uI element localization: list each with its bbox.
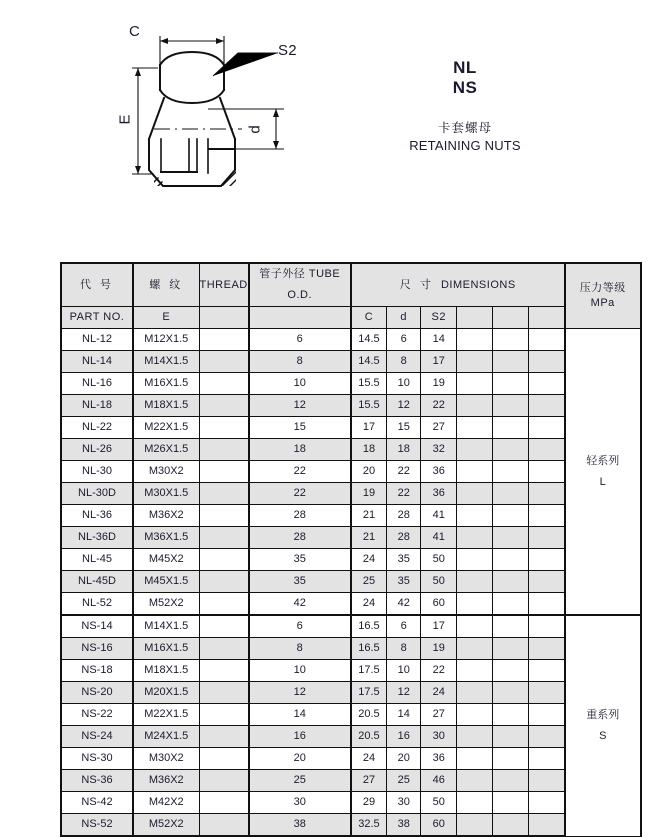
cell-thread-blank: [199, 748, 249, 770]
cell-series-light: [565, 329, 641, 616]
table-row: [61, 373, 641, 395]
header-dimensions-en: DIMENSIONS: [440, 278, 516, 291]
cell-part-no: NL-16: [61, 373, 133, 395]
product-name-cn: 卡套螺母: [437, 121, 492, 135]
cell-thread-blank: [199, 615, 249, 638]
cell-dim-blank-1: [457, 660, 493, 682]
cell-tube-od: 6: [249, 329, 351, 351]
cell-thread-blank: [199, 704, 249, 726]
cell-tube-od: 28: [249, 505, 351, 527]
cell-dim-c: 29: [351, 792, 387, 814]
cell-dim-s2: 22: [421, 395, 457, 417]
cell-dim-blank-1: [457, 527, 493, 549]
table-row: [61, 726, 641, 748]
cell-tube-od: 38: [249, 814, 351, 837]
cell-tube-od: 18: [249, 439, 351, 461]
cell-dim-d: 8: [387, 351, 421, 373]
header-dim-blank-2: [493, 307, 529, 329]
cell-dim-blank-3: [529, 615, 565, 638]
cell-dim-d: 10: [387, 373, 421, 395]
cell-dim-blank-3: [529, 483, 565, 505]
cell-dim-blank-2: [493, 329, 529, 351]
cell-dim-s2: 17: [421, 615, 457, 638]
table-row: [61, 395, 641, 417]
cell-tube-od: 10: [249, 373, 351, 395]
table-row: [61, 461, 641, 483]
cell-thread-blank: [199, 373, 249, 395]
cell-tube-od: 12: [249, 682, 351, 704]
header-thread-blank: [199, 307, 249, 329]
cell-part-no: NS-24: [61, 726, 133, 748]
cell-dim-blank-3: [529, 660, 565, 682]
cell-dim-d: 35: [387, 571, 421, 593]
cell-thread-blank: [199, 395, 249, 417]
cell-dim-c: 17.5: [351, 660, 387, 682]
header-dim-blank-1: [457, 307, 493, 329]
header-pressure-cn: 压力等级: [579, 282, 626, 294]
cell-thread-blank: [199, 439, 249, 461]
cell-dim-d: 35: [387, 549, 421, 571]
cell-thread-e: M45X1.5: [133, 571, 199, 593]
header-part-no-en: PART NO.: [61, 307, 133, 329]
cell-dim-s2: 50: [421, 571, 457, 593]
cell-dim-blank-1: [457, 571, 493, 593]
cell-dim-blank-1: [457, 792, 493, 814]
cell-part-no: NS-52: [61, 814, 133, 837]
cell-part-no: NS-36: [61, 770, 133, 792]
cell-dim-c: 14.5: [351, 329, 387, 351]
cell-dim-d: 12: [387, 682, 421, 704]
table-row: [61, 748, 641, 770]
cell-thread-e: M16X1.5: [133, 373, 199, 395]
table-row: [61, 549, 641, 571]
cell-dim-c: 16.5: [351, 638, 387, 660]
cell-dim-blank-3: [529, 505, 565, 527]
cell-tube-od: 42: [249, 593, 351, 616]
cell-dim-blank-3: [529, 571, 565, 593]
cell-dim-blank-1: [457, 549, 493, 571]
cell-dim-s2: 41: [421, 505, 457, 527]
cell-thread-e: M52X2: [133, 593, 199, 616]
cell-dim-s2: 41: [421, 527, 457, 549]
series-label-cn-light: 轻系列: [586, 454, 620, 467]
cell-part-no: NS-42: [61, 792, 133, 814]
cell-dim-d: 6: [387, 615, 421, 638]
cell-part-no: NS-20: [61, 682, 133, 704]
header-tube-od-en: TUBE O.D.: [287, 268, 341, 301]
cell-tube-od: 35: [249, 571, 351, 593]
cell-thread-e: M30X2: [133, 461, 199, 483]
cell-dim-s2: 36: [421, 748, 457, 770]
header-thread-e: E: [133, 307, 199, 329]
cell-dim-d: 38: [387, 814, 421, 837]
cell-dim-blank-3: [529, 373, 565, 395]
cell-thread-e: M14X1.5: [133, 351, 199, 373]
cell-dim-s2: 36: [421, 483, 457, 505]
cell-dim-blank-2: [493, 461, 529, 483]
header-thread-cn: 螺 纹: [133, 263, 199, 307]
cell-dim-s2: 19: [421, 373, 457, 395]
cell-dim-blank-2: [493, 439, 529, 461]
cell-dim-d: 28: [387, 505, 421, 527]
cell-dim-s2: 60: [421, 814, 457, 837]
cell-thread-e: M52X2: [133, 814, 199, 837]
cell-thread-blank: [199, 461, 249, 483]
cell-dim-blank-2: [493, 682, 529, 704]
cell-dim-c: 19: [351, 483, 387, 505]
cell-dim-blank-3: [529, 814, 565, 837]
cell-dim-blank-2: [493, 638, 529, 660]
header-thread-en: THREAD: [199, 263, 249, 307]
cell-dim-blank-2: [493, 792, 529, 814]
cell-thread-blank: [199, 593, 249, 616]
cell-dim-blank-3: [529, 748, 565, 770]
cell-dim-blank-2: [493, 571, 529, 593]
cell-thread-e: M14X1.5: [133, 615, 199, 638]
cell-dim-blank-2: [493, 549, 529, 571]
cell-dim-blank-2: [493, 505, 529, 527]
cell-dim-blank-2: [493, 615, 529, 638]
cell-dim-d: 28: [387, 527, 421, 549]
cell-dim-blank-2: [493, 704, 529, 726]
cell-dim-blank-1: [457, 682, 493, 704]
cell-dim-d: 22: [387, 483, 421, 505]
cell-thread-e: M45X2: [133, 549, 199, 571]
cell-dim-blank-2: [493, 726, 529, 748]
cell-thread-blank: [199, 792, 249, 814]
cell-dim-d: 16: [387, 726, 421, 748]
series-label-cn-heavy: 重系列: [586, 708, 620, 721]
header-dimensions: [351, 263, 565, 307]
cell-dim-blank-1: [457, 329, 493, 351]
cell-dim-c: 20: [351, 461, 387, 483]
cell-part-no: NL-45D: [61, 571, 133, 593]
cell-thread-blank: [199, 527, 249, 549]
cell-series-heavy: [565, 615, 641, 836]
cell-dim-c: 32.5: [351, 814, 387, 837]
cell-thread-blank: [199, 638, 249, 660]
cell-part-no: NL-22: [61, 417, 133, 439]
cell-dim-blank-3: [529, 792, 565, 814]
cell-dim-blank-3: [529, 704, 565, 726]
cell-dim-blank-1: [457, 483, 493, 505]
cell-thread-e: M18X1.5: [133, 395, 199, 417]
header-dim-c: C: [351, 307, 387, 329]
cell-thread-blank: [199, 682, 249, 704]
cell-part-no: NL-12: [61, 329, 133, 351]
cell-dim-blank-1: [457, 704, 493, 726]
cell-thread-e: M30X1.5: [133, 483, 199, 505]
cell-thread-e: M30X2: [133, 748, 199, 770]
header-dimensions-cn: 尺 寸: [399, 278, 434, 291]
cell-dim-c: 21: [351, 527, 387, 549]
specification-table: [60, 262, 642, 837]
cell-dim-s2: 24: [421, 682, 457, 704]
cell-thread-blank: [199, 549, 249, 571]
cell-dim-c: 24: [351, 549, 387, 571]
header-area: [0, 0, 668, 250]
cell-dim-c: 20.5: [351, 726, 387, 748]
cell-tube-od: 22: [249, 461, 351, 483]
cell-dim-blank-2: [493, 748, 529, 770]
cell-thread-e: M26X1.5: [133, 439, 199, 461]
cell-dim-blank-3: [529, 682, 565, 704]
header-pressure-rating: [565, 263, 641, 329]
cell-tube-od: 22: [249, 483, 351, 505]
cell-tube-od: 28: [249, 527, 351, 549]
table-row: [61, 660, 641, 682]
cell-dim-blank-2: [493, 527, 529, 549]
cell-thread-blank: [199, 770, 249, 792]
drawing-label-e: E: [116, 114, 134, 125]
series-label-code-heavy: S: [599, 729, 607, 742]
cell-dim-c: 21: [351, 505, 387, 527]
cell-thread-e: M24X1.5: [133, 726, 199, 748]
cell-thread-e: M18X1.5: [133, 660, 199, 682]
header-pressure-unit: MPa: [590, 297, 615, 309]
cell-thread-e: M22X1.5: [133, 417, 199, 439]
cell-dim-d: 15: [387, 417, 421, 439]
cell-dim-blank-1: [457, 593, 493, 616]
cell-dim-s2: 27: [421, 417, 457, 439]
table-row: [61, 483, 641, 505]
cell-dim-blank-3: [529, 549, 565, 571]
cell-dim-c: 16.5: [351, 615, 387, 638]
cell-dim-c: 25: [351, 571, 387, 593]
cell-dim-c: 15.5: [351, 373, 387, 395]
cell-dim-blank-1: [457, 439, 493, 461]
cell-part-no: NL-45: [61, 549, 133, 571]
cell-tube-od: 16: [249, 726, 351, 748]
cell-dim-s2: 30: [421, 726, 457, 748]
cell-dim-blank-3: [529, 770, 565, 792]
cell-part-no: NS-30: [61, 748, 133, 770]
table-row: [61, 329, 641, 351]
cell-dim-s2: 46: [421, 770, 457, 792]
cell-dim-blank-1: [457, 417, 493, 439]
cell-part-no: NS-16: [61, 638, 133, 660]
cell-dim-blank-3: [529, 351, 565, 373]
cell-thread-blank: [199, 660, 249, 682]
product-code-ns: NS: [452, 78, 478, 97]
table-row: [61, 770, 641, 792]
cell-dim-blank-2: [493, 395, 529, 417]
cell-dim-d: 10: [387, 660, 421, 682]
table-row: [61, 439, 641, 461]
cell-dim-c: 27: [351, 770, 387, 792]
table-row: [61, 571, 641, 593]
series-label-code-light: L: [599, 475, 606, 488]
cell-thread-e: M36X2: [133, 505, 199, 527]
cell-part-no: NL-26: [61, 439, 133, 461]
cell-dim-blank-2: [493, 483, 529, 505]
product-title-block: [380, 58, 550, 154]
cell-dim-s2: 32: [421, 439, 457, 461]
cell-dim-blank-3: [529, 417, 565, 439]
product-technical-drawing: [118, 18, 318, 188]
cell-dim-blank-3: [529, 726, 565, 748]
table-row: [61, 505, 641, 527]
cell-dim-s2: 22: [421, 660, 457, 682]
cell-dim-s2: 17: [421, 351, 457, 373]
cell-dim-d: 22: [387, 461, 421, 483]
cell-thread-e: M16X1.5: [133, 638, 199, 660]
cell-dim-blank-1: [457, 726, 493, 748]
cell-part-no: NL-30D: [61, 483, 133, 505]
table-row: [61, 593, 641, 616]
table-row: [61, 615, 641, 638]
cell-dim-blank-3: [529, 395, 565, 417]
cell-thread-e: M42X2: [133, 792, 199, 814]
table-header-row-1: [61, 263, 641, 307]
cell-part-no: NL-18: [61, 395, 133, 417]
cell-dim-blank-3: [529, 527, 565, 549]
cell-dim-d: 20: [387, 748, 421, 770]
cell-dim-c: 14.5: [351, 351, 387, 373]
cell-dim-blank-1: [457, 814, 493, 837]
cell-dim-d: 18: [387, 439, 421, 461]
cell-dim-d: 30: [387, 792, 421, 814]
cell-dim-blank-1: [457, 770, 493, 792]
cell-dim-blank-1: [457, 505, 493, 527]
cell-thread-e: M36X2: [133, 770, 199, 792]
cell-dim-s2: 36: [421, 461, 457, 483]
cell-dim-blank-1: [457, 615, 493, 638]
cell-tube-od: 15: [249, 417, 351, 439]
cell-dim-d: 25: [387, 770, 421, 792]
table-row: [61, 527, 641, 549]
cell-dim-blank-3: [529, 461, 565, 483]
cell-dim-d: 14: [387, 704, 421, 726]
cell-dim-c: 17: [351, 417, 387, 439]
cell-dim-s2: 50: [421, 549, 457, 571]
cell-tube-od: 8: [249, 638, 351, 660]
cell-tube-od: 20: [249, 748, 351, 770]
header-dim-blank-3: [529, 307, 565, 329]
cell-dim-blank-1: [457, 748, 493, 770]
cell-tube-od: 10: [249, 660, 351, 682]
table-row: [61, 704, 641, 726]
cell-thread-blank: [199, 505, 249, 527]
cell-thread-blank: [199, 417, 249, 439]
table-row: [61, 792, 641, 814]
header-tube-od-cn: 管子外径: [259, 268, 306, 280]
cell-dim-blank-2: [493, 814, 529, 837]
cell-tube-od: 35: [249, 549, 351, 571]
cell-dim-d: 12: [387, 395, 421, 417]
cell-thread-e: M22X1.5: [133, 704, 199, 726]
cell-thread-e: M36X1.5: [133, 527, 199, 549]
cell-dim-c: 20.5: [351, 704, 387, 726]
cell-part-no: NS-18: [61, 660, 133, 682]
cell-dim-d: 6: [387, 329, 421, 351]
cell-thread-blank: [199, 329, 249, 351]
cell-tube-od: 14: [249, 704, 351, 726]
cell-dim-s2: 14: [421, 329, 457, 351]
cell-dim-blank-2: [493, 417, 529, 439]
cell-dim-blank-3: [529, 329, 565, 351]
cell-part-no: NL-52: [61, 593, 133, 616]
cell-thread-e: M12X1.5: [133, 329, 199, 351]
cell-thread-blank: [199, 814, 249, 837]
cell-dim-d: 42: [387, 593, 421, 616]
cell-tube-od: 6: [249, 615, 351, 638]
cell-part-no: NS-22: [61, 704, 133, 726]
header-tube-od: [249, 263, 351, 307]
cell-dim-blank-2: [493, 770, 529, 792]
header-dim-s2: S2: [421, 307, 457, 329]
table-row: [61, 417, 641, 439]
cell-dim-blank-1: [457, 461, 493, 483]
cell-dim-blank-3: [529, 593, 565, 616]
cell-dim-s2: 27: [421, 704, 457, 726]
cell-dim-c: 24: [351, 748, 387, 770]
cell-dim-d: 8: [387, 638, 421, 660]
cell-part-no: NL-36: [61, 505, 133, 527]
product-code-nl: NL: [453, 58, 477, 77]
cell-dim-blank-3: [529, 638, 565, 660]
cell-dim-blank-2: [493, 351, 529, 373]
cell-tube-od: 8: [249, 351, 351, 373]
product-name-en: RETAINING NUTS: [409, 138, 521, 153]
cell-part-no: NL-36D: [61, 527, 133, 549]
cell-dim-blank-3: [529, 439, 565, 461]
table-row: [61, 351, 641, 373]
cell-dim-blank-1: [457, 373, 493, 395]
cell-thread-blank: [199, 351, 249, 373]
cell-dim-c: 24: [351, 593, 387, 616]
cell-dim-blank-2: [493, 660, 529, 682]
cell-dim-blank-1: [457, 638, 493, 660]
cell-part-no: NL-30: [61, 461, 133, 483]
header-part-no-cn: 代 号: [61, 263, 133, 307]
cell-dim-s2: 50: [421, 792, 457, 814]
cell-tube-od: 25: [249, 770, 351, 792]
cell-thread-e: M20X1.5: [133, 682, 199, 704]
cell-tube-od: 12: [249, 395, 351, 417]
cell-part-no: NL-14: [61, 351, 133, 373]
cell-dim-c: 15.5: [351, 395, 387, 417]
cell-thread-blank: [199, 483, 249, 505]
header-dim-d: d: [387, 307, 421, 329]
cell-dim-blank-2: [493, 593, 529, 616]
cell-part-no: NS-14: [61, 615, 133, 638]
table-row: [61, 638, 641, 660]
cell-dim-s2: 19: [421, 638, 457, 660]
header-tube-od-blank: [249, 307, 351, 329]
cell-dim-s2: 60: [421, 593, 457, 616]
drawing-label-d: d: [246, 125, 264, 134]
table-header-row-2: [61, 307, 641, 329]
table-row: [61, 814, 641, 837]
cell-dim-blank-1: [457, 395, 493, 417]
cell-dim-blank-2: [493, 373, 529, 395]
table-row: [61, 682, 641, 704]
cell-dim-blank-1: [457, 351, 493, 373]
drawing-label-c: C: [129, 23, 141, 40]
drawing-label-s2: S2: [278, 42, 297, 59]
cell-thread-blank: [199, 726, 249, 748]
cell-thread-blank: [199, 571, 249, 593]
cell-dim-c: 18: [351, 439, 387, 461]
cell-dim-c: 17.5: [351, 682, 387, 704]
cell-tube-od: 30: [249, 792, 351, 814]
